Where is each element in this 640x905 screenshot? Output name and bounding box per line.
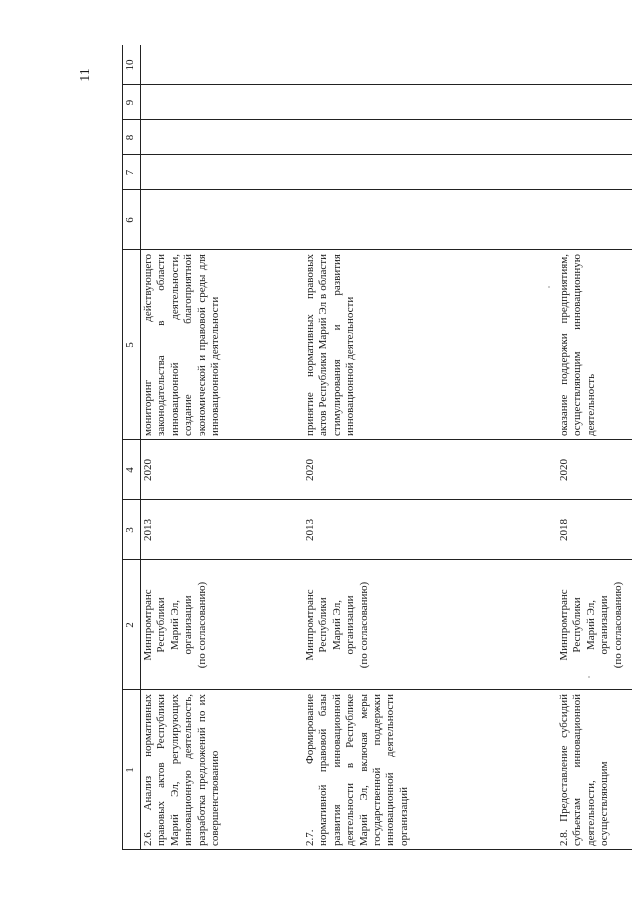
end-year-cell: 2020	[558, 459, 570, 481]
column-border	[122, 849, 632, 850]
scan-speck	[588, 676, 590, 678]
column-border	[122, 439, 632, 440]
column-header: 7	[124, 169, 136, 176]
start-year-cell: 2013	[304, 519, 316, 541]
column-header: 3	[124, 527, 136, 533]
column-border	[122, 689, 632, 690]
start-year-cell: 2013	[142, 519, 154, 541]
result-cell: принятие нормативных правовых актов Республики Марий Эл в области стимулирования и развития инновационной деятельности	[304, 254, 357, 436]
column-border	[122, 84, 632, 85]
column-border	[122, 499, 632, 500]
column-border	[122, 119, 632, 120]
task-cell: 2.8. Предоставление субсидий субъектам инновационной деятельности, осуществляющим	[558, 694, 611, 846]
column-header: 10	[124, 59, 136, 71]
end-year-cell: 2020	[142, 459, 154, 481]
column-header: 1	[124, 767, 136, 773]
end-year-cell: 2020	[304, 459, 316, 481]
column-border	[122, 154, 632, 155]
executor-cell: Минпромтранс Республики Марий Эл, организации (по согласованию)	[304, 581, 370, 669]
column-header: 4	[124, 467, 136, 473]
column-border	[122, 249, 632, 250]
column-border	[122, 559, 632, 560]
column-header: 9	[124, 99, 136, 106]
rotated-table	[122, 45, 632, 850]
column-header: 2	[124, 622, 136, 628]
column-border	[122, 189, 632, 190]
task-cell: 2.7. Формирование нормативной правовой базы развития инновационной деятельности в Республике Марий Эл, включая меры государственной поддержки инновационной деятельности организаций	[304, 694, 410, 846]
column-header: 8	[124, 134, 136, 141]
task-cell: 2.6. Анализ нормативных правовых актов Республики Марий Эл, регулирующих инновационную деятельность, разработка предложений по их совершенствованию	[142, 694, 222, 846]
executor-cell: Минпромтранс Республики Марий Эл, организации (по согласованию)	[142, 581, 208, 669]
header-rule	[140, 45, 141, 850]
scan-speck	[548, 286, 550, 288]
page-number: 11	[78, 68, 93, 82]
column-header: 6	[124, 217, 136, 223]
executor-cell: Минпромтранс Республики Марий Эл, организации (по согласованию)	[558, 581, 624, 669]
start-year-cell: 2018	[558, 519, 570, 541]
result-cell: оказание поддержки предприятиям, осуществляющим инновационную деятельность	[558, 254, 597, 436]
result-cell: мониторинг действующего законодательства в области инновационной деятельности, создание благоприятной экономической и правовой среды для инновационной деятельности	[142, 254, 222, 436]
column-header: 5	[124, 342, 136, 348]
